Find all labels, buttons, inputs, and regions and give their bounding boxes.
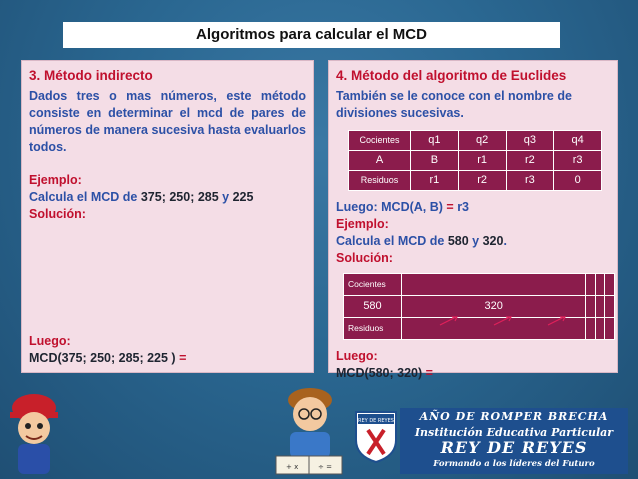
result-line: MCD(580; 320) = [336,366,433,380]
table-row: Residuos r1 r2 r3 0 [349,171,602,191]
indirect-method-heading: 3. Método indirecto [29,68,153,83]
svg-text:÷ =: ÷ = [318,463,332,471]
result-line: MCD(375; 250; 285; 225 ) = [29,351,187,365]
table-row: Cocientes [344,274,615,296]
table-row: Cocientes q1 q2 q3 q4 [349,131,602,151]
solution-area [29,223,306,333]
student-writing-illustration [268,382,348,478]
solution-label: Solución: [29,207,86,221]
euclid-method-heading: 4. Método del algoritmo de Euclides [336,68,567,83]
institution-banner [400,408,628,474]
example-label: Ejemplo: [336,217,389,231]
euclid-method-panel [328,60,618,380]
indirect-method-panel [21,60,314,373]
luego-mcd-line: Luego: MCD(A, B) = r3 [336,200,470,214]
solution-label: Solución: [336,251,393,265]
euclid-solution-table [343,273,615,340]
school-crest-logo [354,410,398,464]
euclid-scheme-table [348,130,602,191]
then-label: Luego: [336,349,378,363]
slide-title: Algoritmos para calcular el MCD [63,22,560,48]
crest-text: REY DE REYES [358,418,394,424]
euclid-method-description: También se le conoce con el nombre de divisiones sucesivas. [336,89,572,120]
table-row: 580 320 [344,296,615,318]
institution-type: Institución Educativa Particular [414,426,614,439]
example-statement: Calcula el MCD de 375; 250; 285 y 225 [29,190,254,204]
boy-cartoon-illustration [4,386,64,476]
svg-text:+ x: + x [286,463,299,471]
solution-table-wrap [336,273,610,340]
example-statement: Calcula el MCD de 580 y 320. [336,234,507,248]
table-row: Residuos [344,318,615,340]
then-label: Luego: [29,334,71,348]
year-motto: AÑO DE ROMPER BRECHA [419,410,609,423]
institution-name: REY DE REYES [440,438,588,457]
indirect-method-description: Dados tres o mas números, este método consiste en determinar el mcd de pares de números de manera sucesiva hasta evaluarlos todos. [29,89,306,154]
table-row: A B r1 r2 r3 [349,151,602,171]
institution-slogan: Formando a los líderes del Futuro [433,459,595,469]
example-label: Ejemplo: [29,173,82,187]
